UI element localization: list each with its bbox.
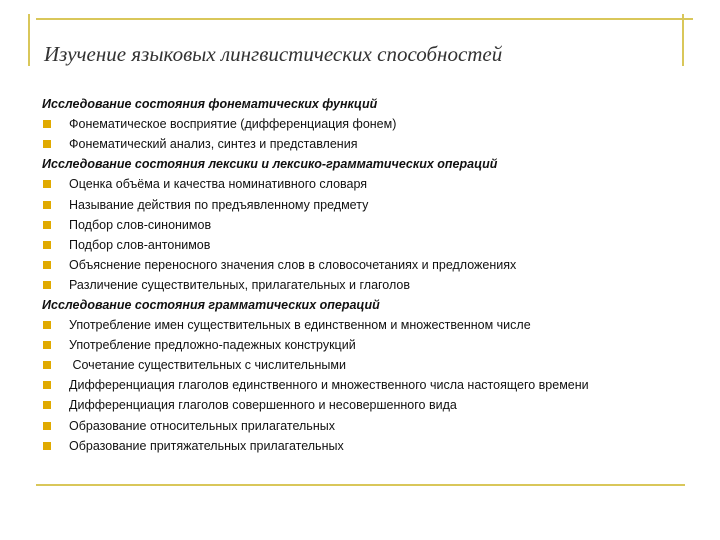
list-item-text: Образование притяжательных прилагательных	[69, 438, 344, 453]
list-item-text: Объяснение переносного значения слов в словосочетаниях и предложениях	[69, 257, 517, 272]
list-item	[42, 255, 692, 275]
list-item	[42, 215, 692, 235]
list-item-text: Дифференциация глаголов совершенного и несовершенного вида	[69, 398, 457, 413]
list-item-text: Сочетание существительных с числительными	[69, 358, 346, 373]
square-bullet-icon	[43, 261, 51, 269]
section-heading-lexicon: Исследование состояния лексики и лексико-грамматических операций	[42, 157, 498, 172]
list-item	[42, 194, 692, 214]
list-item-text: Подбор слов-синонимов	[69, 217, 212, 232]
slide-right-border	[682, 14, 684, 66]
list-item-text: Дифференциация глаголов единственного и множественного числа настоящего времени	[69, 378, 589, 393]
list-item	[42, 335, 692, 355]
square-bullet-icon	[43, 180, 51, 188]
square-bullet-icon	[43, 341, 51, 349]
square-bullet-icon	[43, 241, 51, 249]
square-bullet-icon	[43, 221, 51, 229]
square-bullet-icon	[43, 201, 51, 209]
section-heading-grammar: Исследование состояния грамматических операций	[42, 297, 380, 312]
section-heading-phonematic: Исследование состояния фонематических функций	[42, 97, 378, 112]
square-bullet-icon	[43, 422, 51, 430]
list-item-text: Образование относительных прилагательных	[69, 418, 335, 433]
list-item-text: Называние действия по предъявленному предмету	[69, 197, 369, 212]
list-item-text: Подбор слов-антонимов	[69, 237, 211, 252]
list-item	[42, 355, 692, 375]
slide-top-border	[36, 18, 693, 20]
square-bullet-icon	[43, 321, 51, 329]
list-item	[42, 436, 692, 456]
slide-content	[42, 94, 692, 456]
list-item	[42, 114, 692, 134]
list-item	[42, 416, 692, 436]
list-item	[42, 315, 692, 335]
slide-bottom-border	[36, 484, 685, 486]
list-item	[42, 395, 692, 415]
list-item	[42, 174, 692, 194]
list-item	[42, 235, 692, 255]
square-bullet-icon	[43, 381, 51, 389]
square-bullet-icon	[43, 401, 51, 409]
slide-left-border	[28, 14, 30, 66]
square-bullet-icon	[43, 140, 51, 148]
list-item	[42, 134, 692, 154]
slide-title: Изучение языковых лингвистических способностей	[44, 42, 503, 66]
list-item-text: Употребление предложно-падежных конструкций	[69, 338, 356, 353]
square-bullet-icon	[43, 120, 51, 128]
list-item	[42, 375, 692, 395]
list-item-text: Различение существительных, прилагательных и глаголов	[69, 277, 411, 292]
list-item-text: Фонематическое восприятие (дифференциация фонем)	[69, 117, 397, 132]
square-bullet-icon	[43, 361, 51, 369]
square-bullet-icon	[43, 442, 51, 450]
square-bullet-icon	[43, 281, 51, 289]
list-item-text: Употребление имен существительных в единственном и множественном числе	[69, 318, 531, 333]
list-item-text: Фонематический анализ, синтез и представления	[69, 137, 358, 152]
list-item	[42, 275, 692, 295]
list-item-text: Оценка объёма и качества номинативного словаря	[69, 177, 368, 192]
